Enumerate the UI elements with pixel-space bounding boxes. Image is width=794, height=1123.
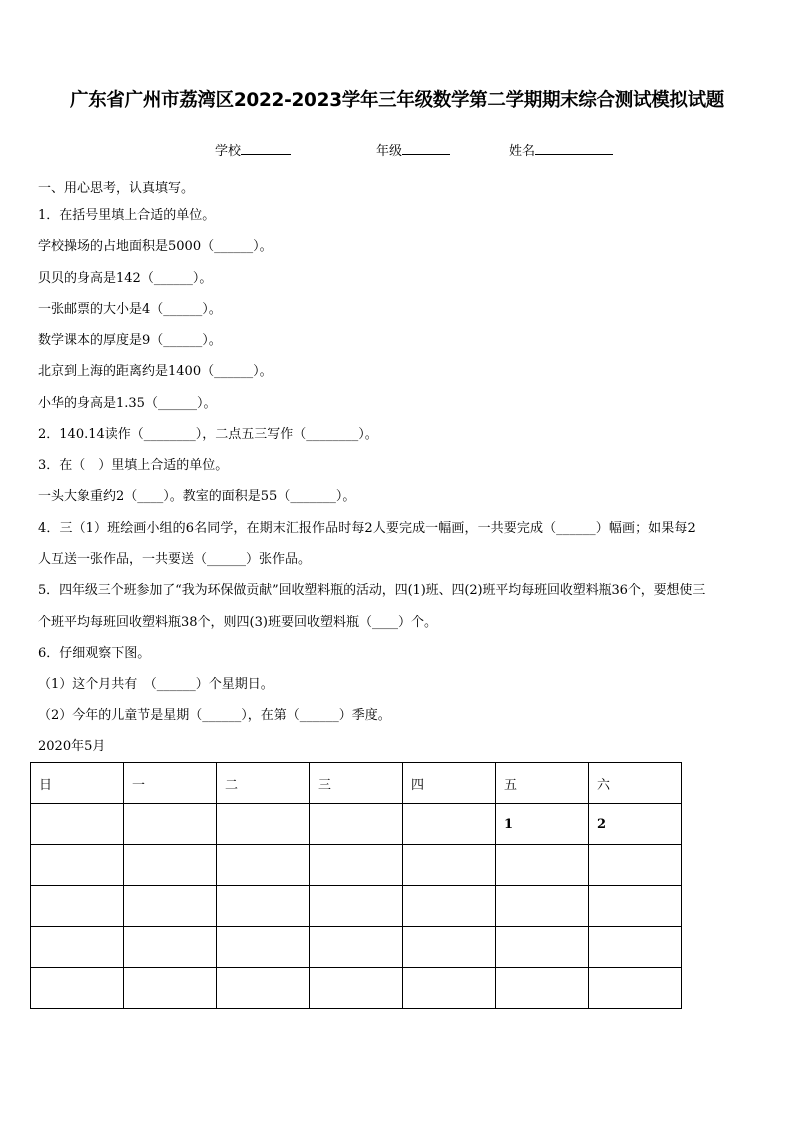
day-cell [589, 886, 682, 927]
calendar-week-row [31, 804, 682, 845]
day-cell [31, 886, 124, 927]
day-cell [403, 886, 496, 927]
weekday-cell: 一 [124, 763, 217, 804]
question-1-item: 小华的身高是1.35（______）。 [38, 396, 217, 411]
day-cell [496, 845, 589, 886]
day-cell [589, 968, 682, 1009]
day-cell [124, 927, 217, 968]
day-cell [403, 804, 496, 845]
school-label: 学校 [215, 144, 242, 159]
day-cell [217, 927, 310, 968]
weekday-cell: 六 [589, 763, 682, 804]
name-blank[interactable] [535, 141, 613, 155]
day-cell [217, 886, 310, 927]
day-cell [403, 968, 496, 1009]
calendar-week-row [31, 886, 682, 927]
calendar-header-row [31, 763, 682, 804]
question-1-item: 一张邮票的大小是4（______）。 [38, 302, 222, 317]
grade-blank[interactable] [402, 141, 450, 155]
day-cell [310, 927, 403, 968]
day-cell [31, 804, 124, 845]
section-heading: 一、用心思考，认真填写。 [38, 181, 195, 196]
page-title: 广东省广州市荔湾区2022-2023学年三年级数学第二学期期末综合测试模拟试题 [70, 90, 724, 111]
day-cell [496, 886, 589, 927]
question-1-item: 数学课本的厚度是9（______）。 [38, 333, 222, 348]
day-cell [403, 845, 496, 886]
day-cell [31, 927, 124, 968]
day-cell [217, 968, 310, 1009]
weekday-cell: 二 [217, 763, 310, 804]
day-cell [124, 845, 217, 886]
school-field[interactable] [215, 140, 291, 159]
weekday-cell: 三 [310, 763, 403, 804]
question-4-cont: 人互送一张作品，一共要送（______）张作品。 [38, 552, 312, 567]
question-1: 1．在括号里填上合适的单位。 [38, 208, 216, 223]
day-cell [31, 845, 124, 886]
question-3: 3．在（ ）里填上合适的单位。 [38, 458, 229, 473]
day-cell [310, 886, 403, 927]
question-5-cont: 个班平均每班回收塑料瓶38个，则四(3)班要回收塑料瓶（____）个。 [38, 615, 437, 630]
question-1-item: 学校操场的占地面积是5000（______）。 [38, 239, 273, 254]
day-cell [124, 804, 217, 845]
calendar-week-row [31, 927, 682, 968]
calendar-table [30, 762, 682, 1009]
day-cell [217, 804, 310, 845]
calendar-week-row [31, 845, 682, 886]
question-4: 4．三（1）班绘画小组的6名同学，在期末汇报作品时每2人要完成一幅画，一共要完成（______）幅画；如果每2 [38, 521, 696, 536]
day-cell [310, 968, 403, 1009]
question-6: 6．仔细观察下图。 [38, 646, 151, 661]
question-6-part-1: （1）这个月共有 （______）个星期日。 [38, 677, 274, 692]
question-5: 5．四年级三个班参加了“我为环保做贡献”回收塑料瓶的活动，四(1)班、四(2)班平均每班回收塑料瓶36个，要想使三 [38, 583, 706, 598]
day-cell [589, 845, 682, 886]
weekday-cell: 日 [31, 763, 124, 804]
school-blank[interactable] [241, 141, 291, 155]
weekday-cell: 五 [496, 763, 589, 804]
name-label: 姓名 [509, 144, 536, 159]
question-1-item: 北京到上海的距离约是1400（______）。 [38, 364, 273, 379]
day-cell [589, 927, 682, 968]
grade-field[interactable] [376, 140, 450, 159]
question-3-item: 一头大象重约2（____）。教室的面积是55（_______）。 [38, 489, 356, 504]
day-cell [310, 804, 403, 845]
calendar-week-row [31, 968, 682, 1009]
day-cell [217, 845, 310, 886]
day-cell [496, 968, 589, 1009]
day-cell [124, 886, 217, 927]
grade-label: 年级 [376, 144, 403, 159]
calendar-caption: 2020年5月 [38, 739, 106, 754]
day-cell: 2 [589, 804, 682, 845]
day-cell [124, 968, 217, 1009]
weekday-cell: 四 [403, 763, 496, 804]
question-2: 2．140.14读作（________），二点五三写作（________）。 [38, 427, 378, 442]
name-field[interactable] [509, 140, 613, 159]
question-1-item: 贝贝的身高是142（______）。 [38, 271, 213, 286]
day-cell [310, 845, 403, 886]
question-6-part-2: （2）今年的儿童节是星期（______），在第（______）季度。 [38, 708, 391, 723]
day-cell [31, 968, 124, 1009]
day-cell: 1 [496, 804, 589, 845]
day-cell [496, 927, 589, 968]
day-cell [403, 927, 496, 968]
